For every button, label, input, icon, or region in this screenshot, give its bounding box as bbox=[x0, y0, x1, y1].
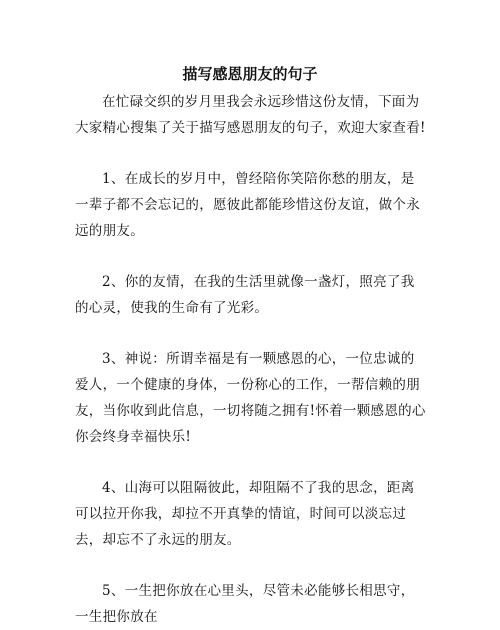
paragraph-gap bbox=[75, 553, 427, 578]
document-body bbox=[75, 89, 427, 630]
paragraph-gap bbox=[75, 244, 427, 269]
sentence-2-paragraph: 2、你的友情，在我的生活里就像一盏灯，照亮了我的心灵，使我的生命有了光彩。 bbox=[75, 274, 415, 316]
paragraph-gap bbox=[75, 141, 427, 166]
paragraph-gap bbox=[75, 450, 427, 475]
sentence-5-paragraph: 5、一生把你放在心里头，尽管未必能够长相思守，一生把你放在 bbox=[75, 583, 415, 625]
paragraph-gap bbox=[75, 321, 427, 346]
document-title: 描写感恩朋友的句子 bbox=[182, 65, 318, 83]
intro-paragraph: 在忙碌交织的岁月里我会永远珍惜这份友情，下面为大家精心搜集了关于描写感恩朋友的句子，欢迎大家查看! bbox=[75, 94, 426, 136]
sentence-4-paragraph: 4、山海可以阻隔彼此，却阻隔不了我的思念，距离可以拉开你我，却拉不开真挚的情谊，时间可以淡忘过去，却忘不了永远的朋友。 bbox=[75, 480, 415, 548]
sentence-3-paragraph: 3、神说：所谓幸福是有一颗感恩的心，一位忠诚的爱人，一个健康的身体，一份称心的工作，一帮信赖的朋友，当你收到此信息，一切将随之拥有!怀着一颗感恩的心你会终身幸福快乐! bbox=[75, 351, 426, 445]
sentence-1-paragraph: 1、在成长的岁月中，曾经陪你笑陪你愁的朋友，是一辈子都不会忘记的，愿彼此都能珍惜这份友谊，做个永远的朋友。 bbox=[75, 171, 420, 239]
